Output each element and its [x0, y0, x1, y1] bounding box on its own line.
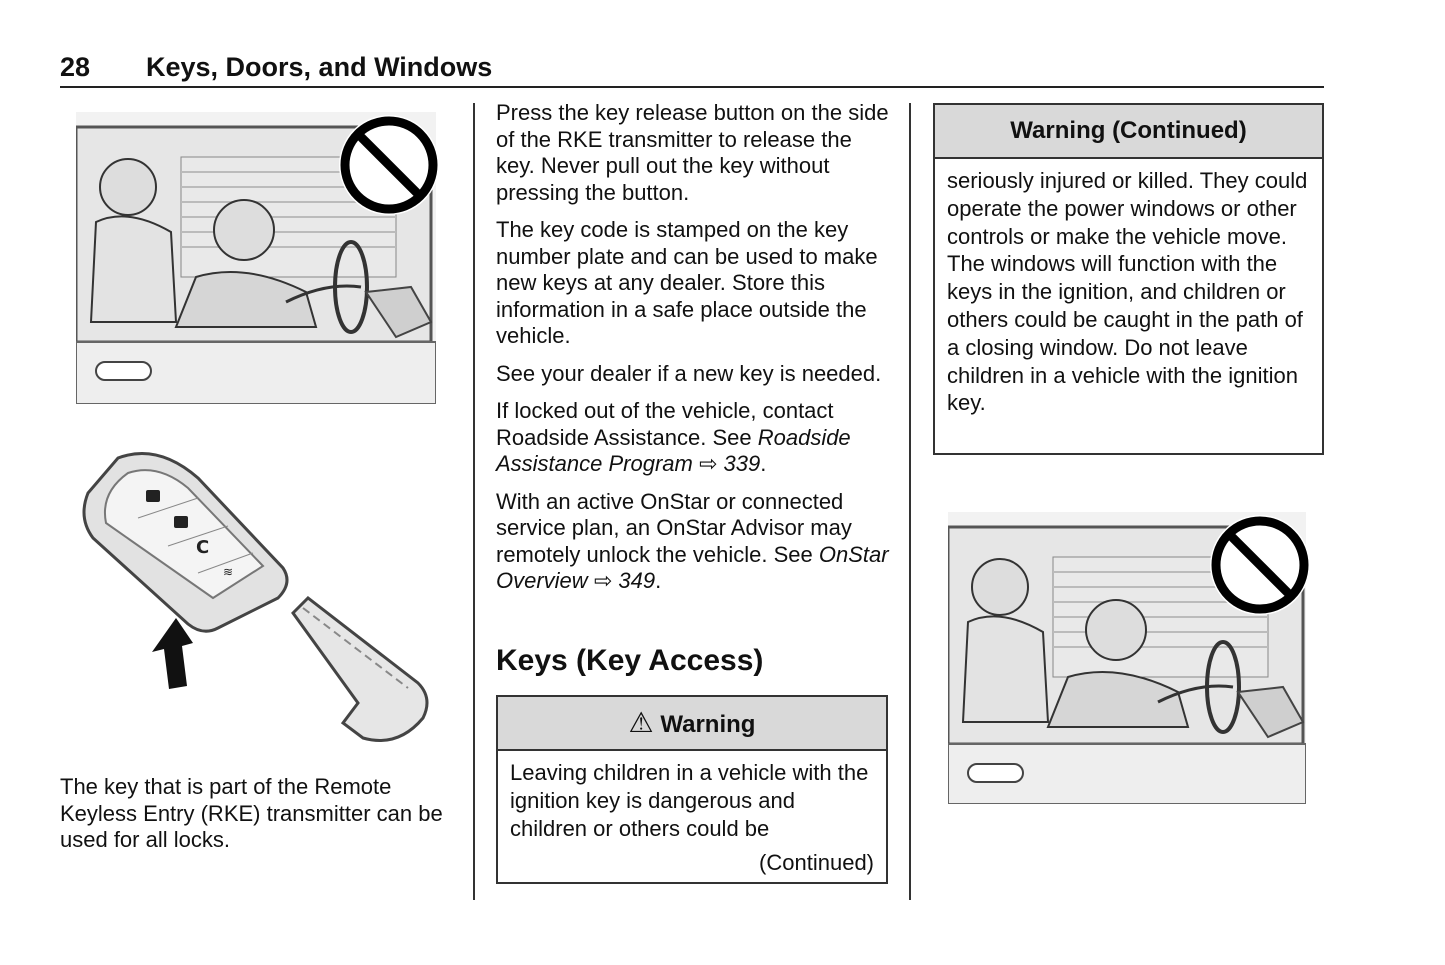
continued-label: (Continued): [759, 850, 874, 875]
warning-title: Warning: [660, 711, 756, 738]
warning-continued-body: seriously injured or killed. They could operate the power windows or other controls or make the vehicle move. The windows will function with the keys in the ignition, and children or others could be caught in the path of a closing window. Do not leave children in a vehicle with the ignition key.: [947, 168, 1308, 416]
page-ref-339[interactable]: 339: [723, 451, 761, 476]
key-fob-illustration: [78, 448, 438, 753]
column-divider-right: [909, 103, 911, 900]
paragraph-key-release: Press the key release button on the side of the RKE transmitter to release the key. Never pull out the key without pressing the button.: [496, 100, 889, 205]
paragraph-locked-out: If locked out of the vehicle, contact Roadside Assistance. See Roadside Assistance Program ⇨ 339.: [496, 398, 851, 476]
page-ref-349[interactable]: 349: [618, 568, 656, 593]
key-caption: The key that is part of the Remote Keyless Entry (RKE) transmitter can be used for all locks.: [60, 774, 443, 852]
warning-body: Leaving children in a vehicle with the ignition key is dangerous and children or others could be: [510, 760, 869, 841]
section-title: Keys, Doors, and Windows: [146, 52, 493, 82]
svg-text:≋: ≋: [223, 565, 234, 579]
prohibition-icon-2: [1206, 511, 1314, 619]
page-ref-arrow: ⇨: [593, 568, 613, 593]
onstar-overview-link[interactable]: OnStar Overview: [496, 541, 889, 593]
middle-text: [496, 100, 894, 606]
page-number: 28: [60, 52, 91, 82]
warning-continued-box: [933, 103, 1324, 455]
svg-text:C: C: [196, 537, 210, 558]
prohibition-icon: [334, 110, 444, 220]
roadside-assistance-link[interactable]: Roadside Assistance Program: [496, 424, 851, 476]
paragraph-dealer: See your dealer if a new key is needed.: [496, 360, 882, 386]
page-header: [60, 52, 1324, 88]
page-ref-arrow: ⇨: [698, 451, 718, 476]
warning-box: [496, 695, 888, 884]
warning-continued-header: Warning (Continued): [935, 105, 1322, 159]
paragraph-onstar: With an active OnStar or connected service plan, an OnStar Advisor may remotely unlock the vehicle. See OnStar Overview ⇨ 349.: [496, 488, 889, 593]
keys-heading: Keys (Key Access): [496, 644, 764, 677]
paragraph-key-code: The key code is stamped on the key number plate and can be used to make new keys at any dealer. Store this information in a safe place outside the vehicle.: [496, 217, 878, 348]
column-divider-left: [473, 103, 475, 900]
warning-header: [498, 697, 886, 751]
warning-triangle-icon: ⚠: [628, 707, 654, 738]
